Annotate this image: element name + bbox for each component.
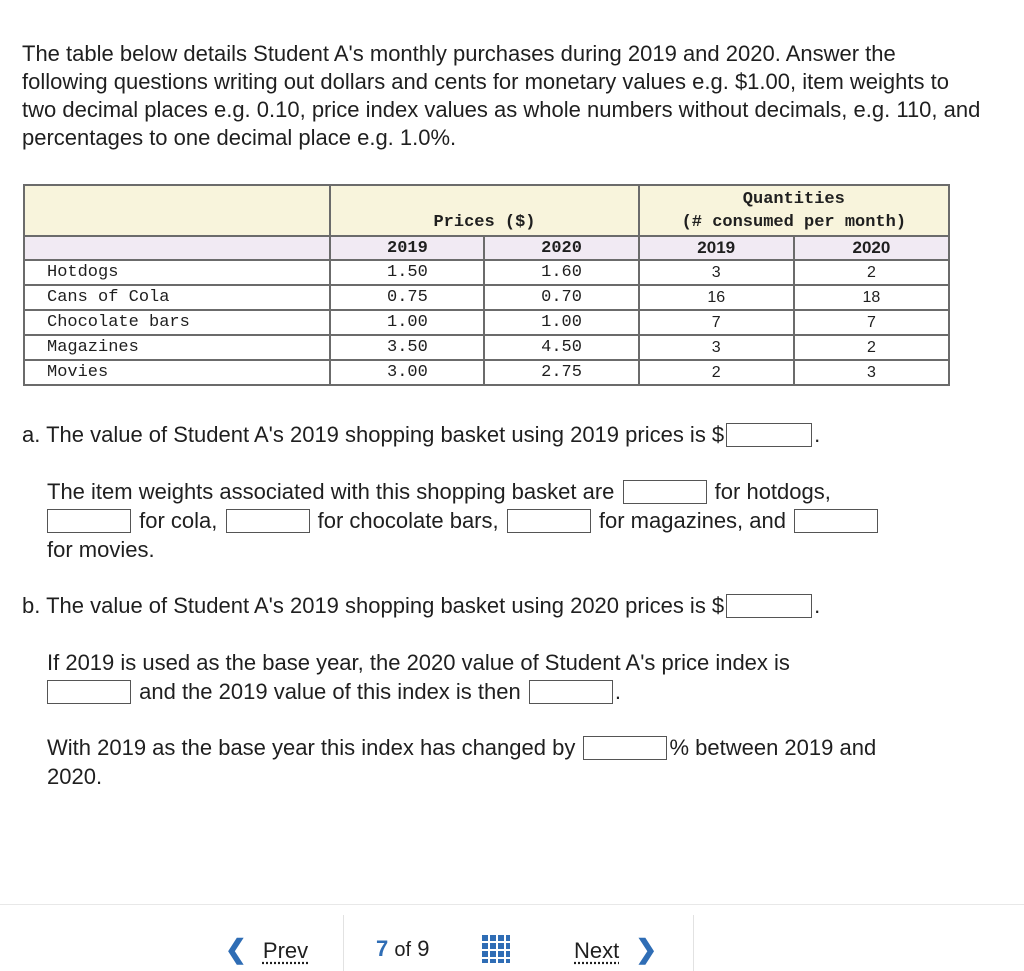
price-2019: 1.50 — [330, 260, 484, 285]
item-name: Cans of Cola — [24, 285, 330, 310]
question-a: a. The value of Student A's 2019 shopping basket using 2019 prices is $ . — [22, 422, 821, 447]
table-row — [24, 360, 949, 385]
quantity-2019: 16 — [639, 285, 794, 310]
quantity-2020: 7 — [794, 310, 949, 335]
answer-a-basket-value-input[interactable] — [726, 423, 812, 447]
chevron-left-icon: ❮ — [225, 934, 247, 964]
weight-hotdogs-input[interactable] — [623, 480, 707, 504]
index-2020-input[interactable] — [47, 680, 131, 704]
divider — [343, 915, 344, 971]
quantity-2020: 2 — [794, 260, 949, 285]
price-2019: 1.00 — [330, 310, 484, 335]
item-name: Chocolate bars — [24, 310, 330, 335]
index-2019-input[interactable] — [529, 680, 613, 704]
year-header: 2019 — [639, 236, 794, 260]
next-button[interactable] — [574, 935, 657, 965]
table-header-blank — [24, 236, 330, 260]
price-2020: 0.70 — [484, 285, 638, 310]
question-change: With 2019 as the base year this index has changed by % between 2019 and 2020. — [47, 735, 877, 789]
quantity-2020: 3 — [794, 360, 949, 385]
pagination-bar — [0, 904, 1024, 971]
item-name: Magazines — [24, 335, 330, 360]
answer-b-basket-value-input[interactable] — [726, 594, 812, 618]
purchases-table — [23, 184, 950, 386]
question-weights: The item weights associated with this shopping basket are for hotdogs, for cola, for chocolate bars, for magazines, and for movies. — [47, 477, 967, 564]
quantity-2019: 7 — [639, 310, 794, 335]
year-header: 2019 — [330, 236, 484, 260]
page-indicator: 7 of 9 — [376, 936, 430, 961]
table-header-year-row — [24, 236, 949, 260]
grid-icon[interactable] — [481, 934, 511, 964]
price-2019: 3.50 — [330, 335, 484, 360]
price-2020: 1.60 — [484, 260, 638, 285]
weight-chocolate-input[interactable] — [226, 509, 310, 533]
question-index: If 2019 is used as the base year, the 2020 value of Student A's price index is and the 2019 value of this index is then . — [47, 650, 790, 704]
table-row — [24, 335, 949, 360]
item-name: Movies — [24, 360, 330, 385]
quantity-2019: 2 — [639, 360, 794, 385]
table-row — [24, 285, 949, 310]
year-header: 2020 — [794, 236, 949, 260]
chevron-right-icon: ❯ — [635, 934, 658, 964]
item-name: Hotdogs — [24, 260, 330, 285]
year-header: 2020 — [484, 236, 638, 260]
prices-header: Prices ($) — [330, 185, 638, 236]
weight-movies-input[interactable] — [794, 509, 878, 533]
weight-cola-input[interactable] — [47, 509, 131, 533]
prev-label: Prev — [262, 938, 309, 963]
price-2020: 2.75 — [484, 360, 638, 385]
question-b: b. The value of Student A's 2019 shopping basket using 2020 prices is $ . — [22, 593, 821, 618]
quantities-header: Quantities (# consumed per month) — [639, 185, 949, 236]
price-2019: 3.00 — [330, 360, 484, 385]
price-2020: 1.00 — [484, 310, 638, 335]
quantity-2020: 2 — [794, 335, 949, 360]
divider — [693, 915, 694, 971]
price-2020: 4.50 — [484, 335, 638, 360]
table-row — [24, 260, 949, 285]
table-row — [24, 310, 949, 335]
table-header-group-row — [24, 185, 949, 236]
weight-magazines-input[interactable] — [507, 509, 591, 533]
prev-button[interactable] — [225, 935, 308, 965]
quantity-2020: 18 — [794, 285, 949, 310]
next-label: Next — [574, 938, 620, 963]
table-header-blank — [24, 185, 330, 236]
quantity-2019: 3 — [639, 335, 794, 360]
price-2019: 0.75 — [330, 285, 484, 310]
index-change-input[interactable] — [583, 736, 667, 760]
quantity-2019: 3 — [639, 260, 794, 285]
instructions-text: The table below details Student A's monthly purchases during 2019 and 2020. Answer the following questions writing out dollars and cents for monetary values e.g. $1.00, item weights to two decimal places e.g. 0.10, price index values as whole numbers without decimals, e.g. 110, and percentages to one decimal place e.g. 1.0%. — [22, 41, 981, 150]
